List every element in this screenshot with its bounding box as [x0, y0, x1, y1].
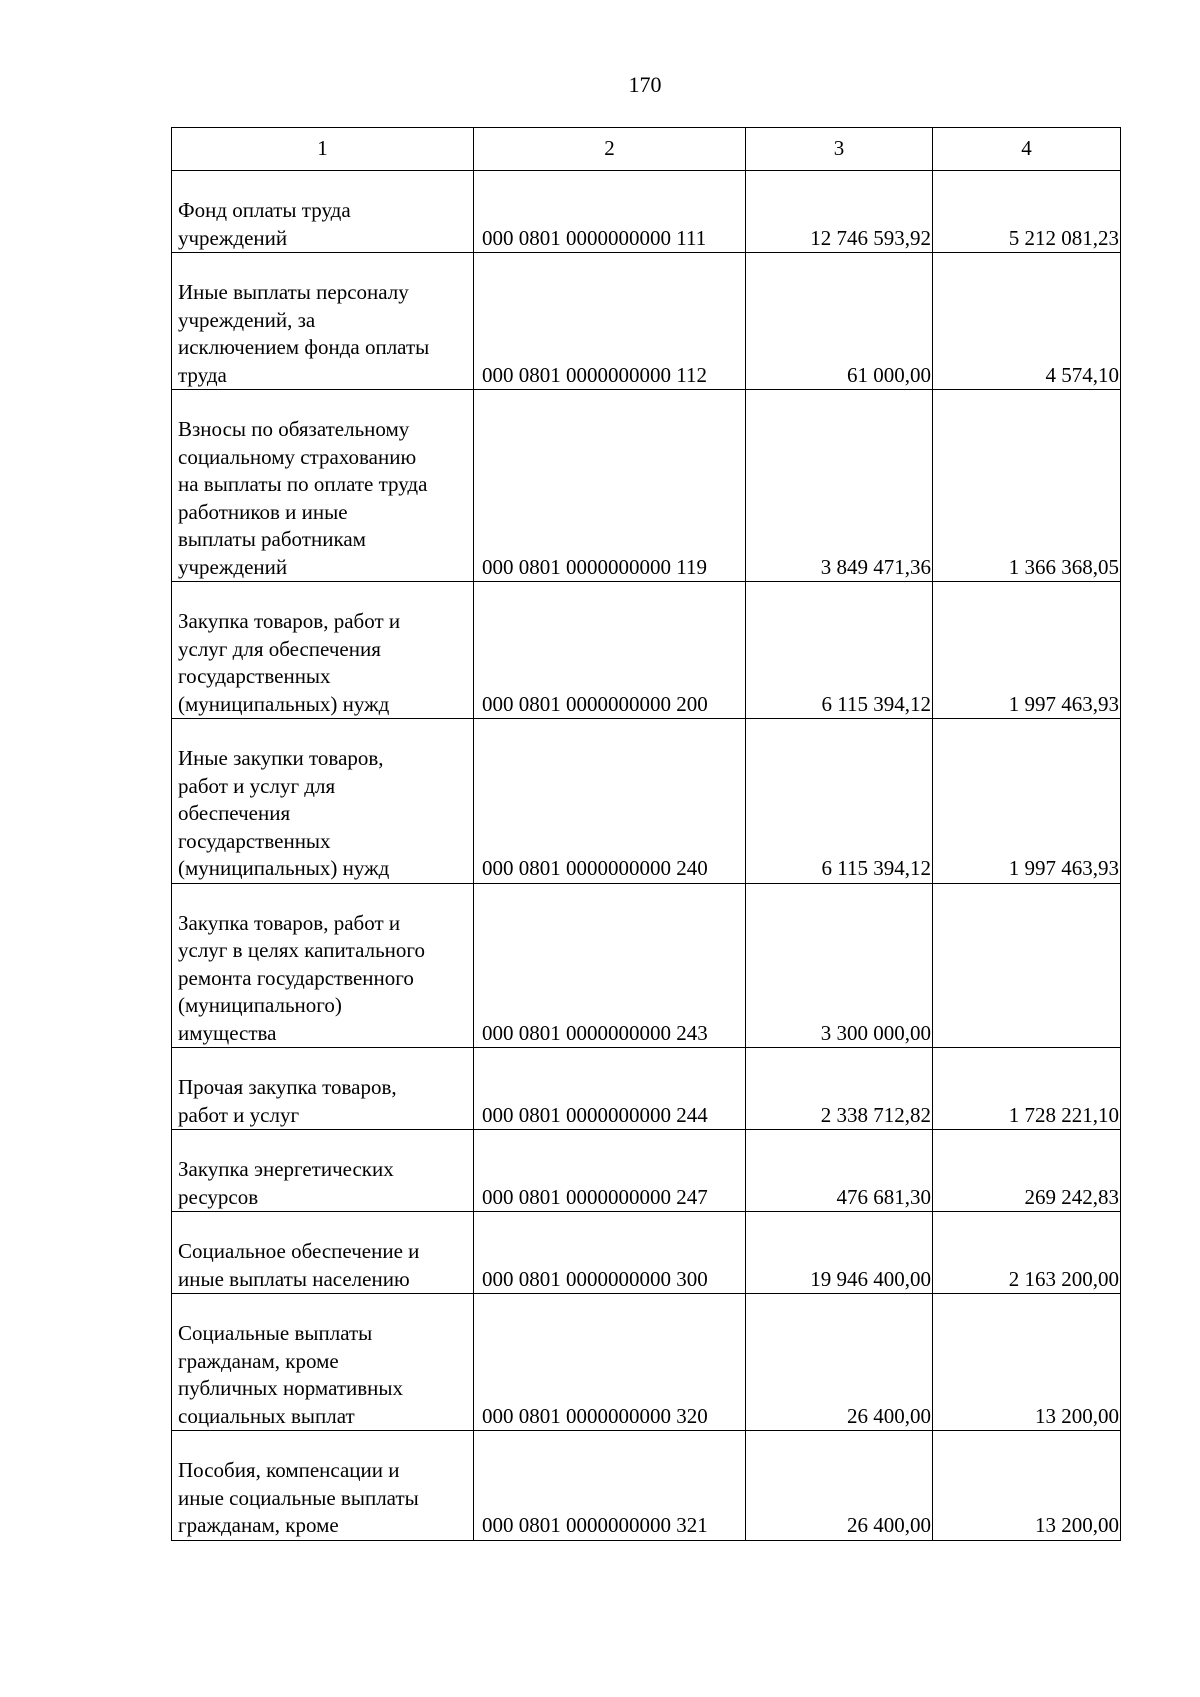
row-name-line: ремонта государственного	[178, 965, 414, 990]
row-name-cell	[172, 582, 474, 719]
row-col4-cell: 13 200,00	[933, 1294, 1121, 1431]
row-col4-cell: 1 366 368,05	[933, 390, 1121, 582]
row-name-line: учреждений, за	[178, 307, 316, 332]
page-number: 170	[628, 72, 662, 97]
table-row	[172, 171, 1121, 253]
row-code-cell: 000 0801 0000000000 240	[474, 719, 746, 884]
table-row	[172, 1294, 1121, 1431]
row-col4-cell: 13 200,00	[933, 1431, 1121, 1541]
row-name-line: государственных	[178, 664, 331, 688]
row-name-line: (муниципальных) нужд	[178, 856, 390, 880]
row-code-cell: 000 0801 0000000000 244	[474, 1048, 746, 1130]
row-name-cell	[172, 1048, 474, 1130]
row-name-cell	[172, 390, 474, 582]
row-col3-cell: 19 946 400,00	[746, 1212, 933, 1294]
row-code-cell: 000 0801 0000000000 321	[474, 1431, 746, 1541]
row-name-line: Фонд оплаты труда	[178, 198, 351, 222]
table-row	[172, 582, 1121, 719]
row-col3-cell: 61 000,00	[746, 253, 933, 390]
row-name-line: работ и услуг	[178, 1102, 300, 1127]
table-row	[172, 1130, 1121, 1212]
table-row	[172, 719, 1121, 884]
row-name-cell	[172, 1212, 474, 1294]
row-col3-cell: 3 849 471,36	[746, 390, 933, 582]
row-name-line: Закупка товаров, работ и	[178, 609, 401, 633]
row-col4-cell	[933, 883, 1121, 1048]
row-name-line: услуг для обеспечения	[178, 636, 381, 661]
row-name-line: Иные выплаты персоналу	[178, 280, 409, 304]
row-col3-cell: 476 681,30	[746, 1130, 933, 1212]
row-name-line: Взносы по обязательному	[178, 417, 410, 441]
row-name-cell	[172, 253, 474, 390]
row-name-line: Социальное обеспечение и	[178, 1239, 420, 1263]
row-name-line: выплаты работникам	[178, 527, 366, 551]
row-code-cell: 000 0801 0000000000 300	[474, 1212, 746, 1294]
row-col3-cell: 12 746 593,92	[746, 171, 933, 253]
row-name-line: Закупка товаров, работ и	[178, 910, 401, 935]
table-row	[172, 390, 1121, 582]
row-col4-cell: 1 997 463,93	[933, 582, 1121, 719]
row-code-cell: 000 0801 0000000000 247	[474, 1130, 746, 1212]
column-header-3: 3	[746, 128, 933, 171]
row-name-line: услуг в целях капитального	[178, 938, 426, 962]
row-name-line: Пособия, компенсации и	[178, 1458, 400, 1482]
row-col3-cell: 3 300 000,00	[746, 883, 933, 1048]
row-name-cell	[172, 1130, 474, 1212]
column-header-2: 2	[474, 128, 746, 171]
row-name-line: учреждений	[178, 225, 288, 250]
row-name-line: Закупка энергетических	[178, 1157, 394, 1181]
row-name-line: имущества	[178, 1020, 277, 1045]
row-name-line: на выплаты по оплате труда	[178, 472, 428, 496]
row-name-line: исключением фонда оплаты	[178, 335, 430, 359]
row-code-cell: 000 0801 0000000000 320	[474, 1294, 746, 1431]
row-name-line: учреждений	[178, 554, 288, 579]
row-col4-cell: 5 212 081,23	[933, 171, 1121, 253]
row-name-line: Иные закупки товаров,	[178, 746, 384, 770]
row-code-cell: 000 0801 0000000000 112	[474, 253, 746, 390]
row-name-line: ресурсов	[178, 1184, 259, 1209]
row-code-cell: 000 0801 0000000000 111	[474, 171, 746, 253]
row-col3-cell: 6 115 394,12	[746, 719, 933, 884]
row-name-line: (муниципальных) нужд	[178, 691, 390, 716]
row-col3-cell: 26 400,00	[746, 1431, 933, 1541]
budget-table	[171, 127, 1121, 1541]
row-name-line: труда	[178, 362, 227, 387]
row-name-line: Социальные выплаты	[178, 1321, 373, 1345]
row-name-cell	[172, 883, 474, 1048]
table-header-row	[172, 128, 1121, 171]
row-name-line: социальному страхованию	[178, 444, 417, 469]
table-row	[172, 1048, 1121, 1130]
table-row	[172, 883, 1121, 1048]
table-row	[172, 1212, 1121, 1294]
row-name-line: работ и услуг для	[178, 773, 336, 798]
row-name-line: (муниципального)	[178, 993, 342, 1017]
row-code-cell: 000 0801 0000000000 200	[474, 582, 746, 719]
row-name-cell	[172, 719, 474, 884]
table-row	[172, 253, 1121, 390]
row-name-line: государственных	[178, 828, 331, 853]
row-code-cell: 000 0801 0000000000 119	[474, 390, 746, 582]
row-col3-cell: 2 338 712,82	[746, 1048, 933, 1130]
row-name-line: гражданам, кроме	[178, 1348, 339, 1373]
row-name-line: гражданам, кроме	[178, 1513, 339, 1537]
row-name-line: социальных выплат	[178, 1403, 355, 1428]
row-name-line: работников и иные	[178, 499, 348, 524]
row-name-cell	[172, 1431, 474, 1541]
row-name-line: Прочая закупка товаров,	[178, 1075, 397, 1099]
row-col3-cell: 26 400,00	[746, 1294, 933, 1431]
row-name-line: обеспечения	[178, 801, 291, 825]
row-code-cell: 000 0801 0000000000 243	[474, 883, 746, 1048]
row-col4-cell: 2 163 200,00	[933, 1212, 1121, 1294]
row-name-line: иные выплаты населению	[178, 1266, 410, 1291]
row-name-cell	[172, 171, 474, 253]
column-header-1: 1	[172, 128, 474, 171]
column-header-4: 4	[933, 128, 1121, 171]
row-name-line: иные социальные выплаты	[178, 1485, 419, 1510]
table-row	[172, 1431, 1121, 1541]
row-col3-cell: 6 115 394,12	[746, 582, 933, 719]
row-col4-cell: 1 728 221,10	[933, 1048, 1121, 1130]
row-col4-cell: 4 574,10	[933, 253, 1121, 390]
row-name-cell	[172, 1294, 474, 1431]
row-name-line: публичных нормативных	[178, 1376, 404, 1400]
row-col4-cell: 1 997 463,93	[933, 719, 1121, 884]
row-col4-cell: 269 242,83	[933, 1130, 1121, 1212]
